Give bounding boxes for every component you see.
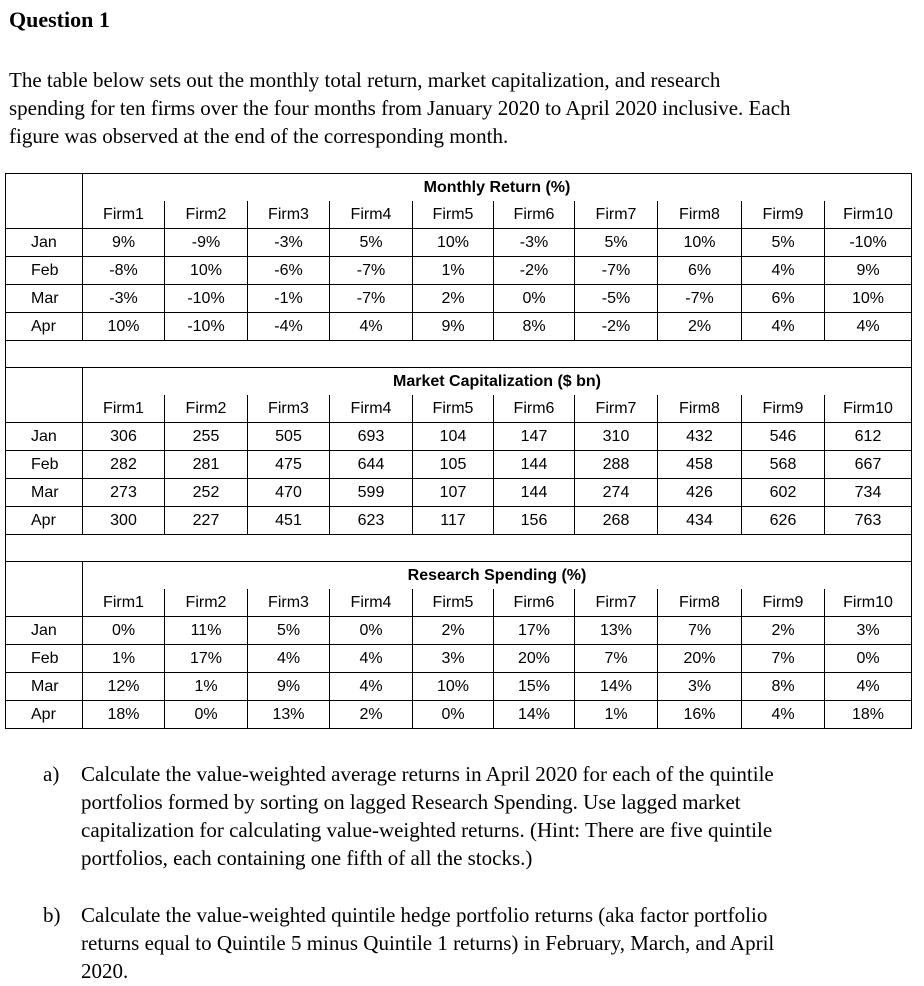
table-cell: 623 xyxy=(330,507,413,535)
table-cell: -3% xyxy=(248,229,330,257)
question-line: portfolios formed by sorting on lagged Research Spending. Use lagged market xyxy=(81,790,741,814)
table-cell: 10% xyxy=(413,673,494,701)
table-cell: 10% xyxy=(83,313,165,341)
table-cell: 281 xyxy=(165,451,248,479)
table-cell: 227 xyxy=(165,507,248,535)
table-cell: 5% xyxy=(575,229,658,257)
table-cell: 18% xyxy=(83,701,165,729)
table-cell: -7% xyxy=(575,257,658,285)
firm-header: Firm5 xyxy=(413,201,494,229)
table-cell: 2% xyxy=(413,617,494,645)
firm-header: Firm8 xyxy=(658,589,742,617)
firm-header: Firm10 xyxy=(825,589,912,617)
table-cell: 8% xyxy=(742,673,825,701)
table-cell: 10% xyxy=(825,285,912,313)
table-cell: -4% xyxy=(248,313,330,341)
table-cell: 17% xyxy=(494,617,575,645)
table-cell: 10% xyxy=(165,257,248,285)
question-label: a) xyxy=(43,762,60,786)
table-cell: 3% xyxy=(413,645,494,673)
table-cell: 11% xyxy=(165,617,248,645)
question-title: Question 1 xyxy=(9,7,110,32)
table-row xyxy=(6,617,912,645)
firm-header: Firm6 xyxy=(494,589,575,617)
month-label: Apr xyxy=(6,313,83,341)
firm-header: Firm6 xyxy=(494,201,575,229)
firm-header: Firm9 xyxy=(742,589,825,617)
firm-header: Firm2 xyxy=(165,395,248,423)
table-cell: 2% xyxy=(658,313,742,341)
section-spacer-row xyxy=(6,535,912,562)
table-cell: 0% xyxy=(494,285,575,313)
table-cell: 0% xyxy=(83,617,165,645)
table-cell: 599 xyxy=(330,479,413,507)
table-row xyxy=(6,645,912,673)
firm-header: Firm3 xyxy=(248,589,330,617)
table-cell: 9% xyxy=(248,673,330,701)
table-cell: 1% xyxy=(165,673,248,701)
month-label: Mar xyxy=(6,673,83,701)
month-label: Jan xyxy=(6,423,83,451)
month-label: Jan xyxy=(6,229,83,257)
table-cell: 107 xyxy=(413,479,494,507)
table-cell: 7% xyxy=(658,617,742,645)
table-row xyxy=(6,313,912,341)
table-cell: 644 xyxy=(330,451,413,479)
section-title-row xyxy=(6,562,912,590)
table-cell: -7% xyxy=(330,257,413,285)
table-cell: -2% xyxy=(575,313,658,341)
firm-header: Firm5 xyxy=(413,395,494,423)
table-row xyxy=(6,507,912,535)
table-cell: -9% xyxy=(165,229,248,257)
table-cell: 300 xyxy=(83,507,165,535)
month-label: Mar xyxy=(6,479,83,507)
firm-header: Firm1 xyxy=(83,589,165,617)
table-row xyxy=(6,229,912,257)
section-title: Monthly Return (%) xyxy=(83,174,912,202)
intro-paragraph xyxy=(9,66,914,150)
table-cell: 475 xyxy=(248,451,330,479)
question-line: 2020. xyxy=(81,959,129,983)
firm-header: Firm3 xyxy=(248,201,330,229)
spacer-cell xyxy=(6,341,912,368)
table-row xyxy=(6,479,912,507)
firm-header: Firm9 xyxy=(742,201,825,229)
table-cell: -10% xyxy=(165,313,248,341)
table-cell: -3% xyxy=(494,229,575,257)
table-cell: -3% xyxy=(83,285,165,313)
table-cell: 612 xyxy=(825,423,912,451)
table-cell: 568 xyxy=(742,451,825,479)
section-title-row xyxy=(6,174,912,202)
table-cell: 10% xyxy=(413,229,494,257)
firm-header: Firm10 xyxy=(825,201,912,229)
question-b xyxy=(43,901,903,985)
section-title-row xyxy=(6,368,912,396)
table-cell: 5% xyxy=(248,617,330,645)
row-label-blank xyxy=(6,589,83,617)
table-cell: 602 xyxy=(742,479,825,507)
table-row xyxy=(6,423,912,451)
table-cell: 667 xyxy=(825,451,912,479)
table-cell: 156 xyxy=(494,507,575,535)
table-row xyxy=(6,701,912,729)
firm-header: Firm6 xyxy=(494,395,575,423)
intro-line: spending for ten firms over the four months from January 2020 to April 2020 inclusive. Each xyxy=(9,96,791,120)
firm-header: Firm9 xyxy=(742,395,825,423)
table-cell: 4% xyxy=(330,673,413,701)
table-cell: 4% xyxy=(248,645,330,673)
table-cell: -2% xyxy=(494,257,575,285)
table-cell: -1% xyxy=(248,285,330,313)
question-a xyxy=(43,760,903,872)
row-label-blank xyxy=(6,368,83,396)
table-cell: 0% xyxy=(413,701,494,729)
table-cell: 17% xyxy=(165,645,248,673)
firm-header: Firm7 xyxy=(575,395,658,423)
table-cell: 763 xyxy=(825,507,912,535)
intro-line: figure was observed at the end of the corresponding month. xyxy=(9,124,509,148)
firm-header: Firm4 xyxy=(330,589,413,617)
table-cell: -7% xyxy=(658,285,742,313)
section-spacer-row xyxy=(6,341,912,368)
table-cell: 9% xyxy=(413,313,494,341)
table-cell: 273 xyxy=(83,479,165,507)
table-cell: 7% xyxy=(575,645,658,673)
table-row xyxy=(6,673,912,701)
row-label-blank xyxy=(6,174,83,202)
firm-header: Firm3 xyxy=(248,395,330,423)
firm-header: Firm10 xyxy=(825,395,912,423)
table-cell: 306 xyxy=(83,423,165,451)
table-cell: 144 xyxy=(494,451,575,479)
table-cell: 147 xyxy=(494,423,575,451)
table-cell: -10% xyxy=(825,229,912,257)
table-cell: -6% xyxy=(248,257,330,285)
table-cell: 9% xyxy=(83,229,165,257)
table-cell: 9% xyxy=(825,257,912,285)
month-label: Feb xyxy=(6,645,83,673)
firm-header: Firm4 xyxy=(330,201,413,229)
row-label-blank xyxy=(6,201,83,229)
table-cell: 15% xyxy=(494,673,575,701)
month-label: Feb xyxy=(6,257,83,285)
firm-header: Firm4 xyxy=(330,395,413,423)
table-cell: 1% xyxy=(575,701,658,729)
table-cell: 14% xyxy=(575,673,658,701)
table-cell: -8% xyxy=(83,257,165,285)
table-cell: 3% xyxy=(658,673,742,701)
table-cell: 693 xyxy=(330,423,413,451)
table-cell: 117 xyxy=(413,507,494,535)
table-cell: -5% xyxy=(575,285,658,313)
table-cell: 20% xyxy=(494,645,575,673)
firm-header-row xyxy=(6,395,912,423)
table-cell: 7% xyxy=(742,645,825,673)
table-cell: 0% xyxy=(330,617,413,645)
table-cell: 2% xyxy=(742,617,825,645)
table-cell: 288 xyxy=(575,451,658,479)
table-cell: 734 xyxy=(825,479,912,507)
table-cell: 5% xyxy=(742,229,825,257)
table-cell: 6% xyxy=(658,257,742,285)
table-cell: 252 xyxy=(165,479,248,507)
firm-header: Firm8 xyxy=(658,395,742,423)
table-cell: 12% xyxy=(83,673,165,701)
month-label: Mar xyxy=(6,285,83,313)
question-line: portfolios, each containing one fifth of all the stocks.) xyxy=(81,846,533,870)
question-label: b) xyxy=(43,903,61,927)
table-cell: 432 xyxy=(658,423,742,451)
spacer-cell xyxy=(6,535,912,562)
table-cell: 13% xyxy=(575,617,658,645)
table-cell: 1% xyxy=(83,645,165,673)
table-cell: 4% xyxy=(742,313,825,341)
table-cell: 18% xyxy=(825,701,912,729)
firm-header: Firm7 xyxy=(575,201,658,229)
table-cell: 458 xyxy=(658,451,742,479)
table-cell: 4% xyxy=(330,313,413,341)
table-row xyxy=(6,285,912,313)
table-cell: 20% xyxy=(658,645,742,673)
section-title: Research Spending (%) xyxy=(83,562,912,590)
month-label: Apr xyxy=(6,701,83,729)
table-cell: 2% xyxy=(413,285,494,313)
intro-line: The table below sets out the monthly total return, market capitalization, and research xyxy=(9,68,721,92)
table-cell: 1% xyxy=(413,257,494,285)
table-cell: 451 xyxy=(248,507,330,535)
table-cell: 626 xyxy=(742,507,825,535)
question-line: Calculate the value-weighted quintile hedge portfolio returns (aka factor portfolio xyxy=(81,903,768,927)
firm-header: Firm5 xyxy=(413,589,494,617)
firm-header-row xyxy=(6,201,912,229)
table-cell: 5% xyxy=(330,229,413,257)
table-cell: 3% xyxy=(825,617,912,645)
table-cell: 14% xyxy=(494,701,575,729)
table-cell: 546 xyxy=(742,423,825,451)
table-cell: 16% xyxy=(658,701,742,729)
table-cell: 426 xyxy=(658,479,742,507)
table-row xyxy=(6,257,912,285)
row-label-blank xyxy=(6,562,83,590)
table-cell: 255 xyxy=(165,423,248,451)
table-cell: 2% xyxy=(330,701,413,729)
month-label: Jan xyxy=(6,617,83,645)
table-row xyxy=(6,451,912,479)
table-cell: 104 xyxy=(413,423,494,451)
row-label-blank xyxy=(6,395,83,423)
table-cell: 4% xyxy=(330,645,413,673)
month-label: Feb xyxy=(6,451,83,479)
question-line: returns equal to Quintile 5 minus Quintile 1 returns) in February, March, and April xyxy=(81,931,775,955)
month-label: Apr xyxy=(6,507,83,535)
firm-header: Firm2 xyxy=(165,201,248,229)
firm-header: Firm7 xyxy=(575,589,658,617)
table-cell: 434 xyxy=(658,507,742,535)
table-cell: 144 xyxy=(494,479,575,507)
question-line: capitalization for calculating value-weighted returns. (Hint: There are five quintile xyxy=(81,818,773,842)
firm-header: Firm1 xyxy=(83,201,165,229)
table-cell: 13% xyxy=(248,701,330,729)
table-cell: 268 xyxy=(575,507,658,535)
table-cell: 10% xyxy=(658,229,742,257)
firm-header-row xyxy=(6,589,912,617)
table-cell: 310 xyxy=(575,423,658,451)
table-cell: 8% xyxy=(494,313,575,341)
section-title: Market Capitalization ($ bn) xyxy=(83,368,912,396)
table-cell: 4% xyxy=(825,313,912,341)
table-cell: -7% xyxy=(330,285,413,313)
table-cell: 105 xyxy=(413,451,494,479)
firm-header: Firm2 xyxy=(165,589,248,617)
table-cell: 505 xyxy=(248,423,330,451)
table-cell: 4% xyxy=(742,257,825,285)
table-cell: 6% xyxy=(742,285,825,313)
table-cell: 282 xyxy=(83,451,165,479)
table-cell: 4% xyxy=(825,673,912,701)
table-cell: -10% xyxy=(165,285,248,313)
table-cell: 470 xyxy=(248,479,330,507)
firm-header: Firm8 xyxy=(658,201,742,229)
question-list xyxy=(43,760,903,985)
table-cell: 0% xyxy=(165,701,248,729)
data-table xyxy=(5,173,912,729)
table-cell: 274 xyxy=(575,479,658,507)
table-cell: 4% xyxy=(742,701,825,729)
question-line: Calculate the value-weighted average returns in April 2020 for each of the quintile xyxy=(81,762,774,786)
firm-header: Firm1 xyxy=(83,395,165,423)
table-cell: 0% xyxy=(825,645,912,673)
